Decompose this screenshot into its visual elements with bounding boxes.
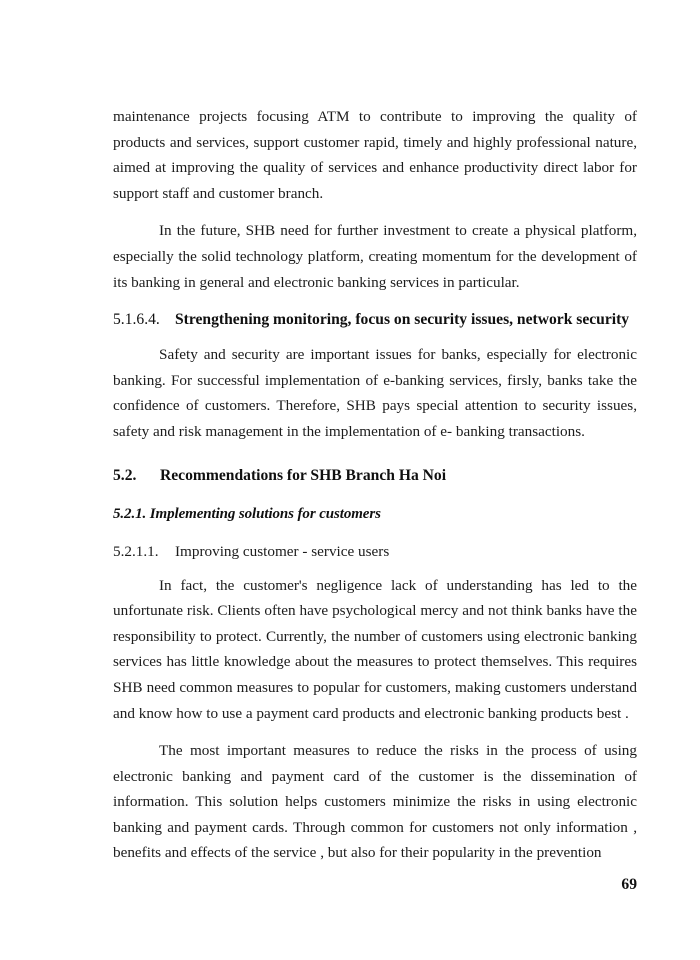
section-heading-5-1-6-4 — [113, 309, 637, 331]
body-paragraph: Safety and security are important issues for banks, especially for electronic banking. For successful implementation of e-banking services, firsly, banks take the confidence of customers. Therefore, SHB pays special attention to security issues, safety and risk management in the implementation of e- banking transactions. — [113, 346, 637, 440]
section-heading-5-2-1-1 — [113, 541, 637, 563]
body-paragraph: maintenance projects focusing ATM to contribute to improving the quality of products and services, support customer rapid, timely and highly professional nature, aimed at improving the quality of services and enhance productivity direct labor for support staff and customer branch. — [113, 108, 637, 202]
section-heading-5-2 — [113, 465, 637, 487]
section-heading-number: 5.2. — [113, 466, 137, 484]
body-paragraph: In the future, SHB need for further investment to create a physical platform, especially the solid technology platform, creating momentum for the development of its banking in general and electronic banking services in particular. — [113, 222, 637, 291]
document-text-column — [113, 104, 637, 866]
body-paragraph: In fact, the customer's negligence lack of understanding has led to the unfortunate risk. Clients often have psychological mercy and not think banks have the responsibility to protect. Currently, the number of customers using electronic banking services has little knowledge about the measures to protect themselves. This requires SHB need common measures to popular for customers, making customers understand and know how to use a payment card products and electronic banking products best . — [113, 576, 637, 722]
section-heading-title: Improving customer - service users — [175, 542, 390, 560]
body-paragraph: The most important measures to reduce the risks in the process of using electronic banking and payment card of the customer is the dissemination of information. This solution helps customers minimize the risks in using electronic banking and payment cards. Through common for customers not only information , benefits and effects of the service , but also for their popularity in the prevention — [113, 742, 637, 862]
section-heading-title: Recommendations for SHB Branch Ha Noi — [160, 466, 447, 484]
section-heading-number: 5.2.1.1. — [113, 542, 159, 560]
section-heading-5-2-1: 5.2.1. Implementing solutions for customers — [113, 505, 381, 522]
page-number: 69 — [621, 876, 637, 893]
section-heading-number: 5.1.6.4. — [113, 311, 160, 329]
section-heading-title: Strengthening monitoring, focus on security issues, network security — [175, 311, 630, 329]
